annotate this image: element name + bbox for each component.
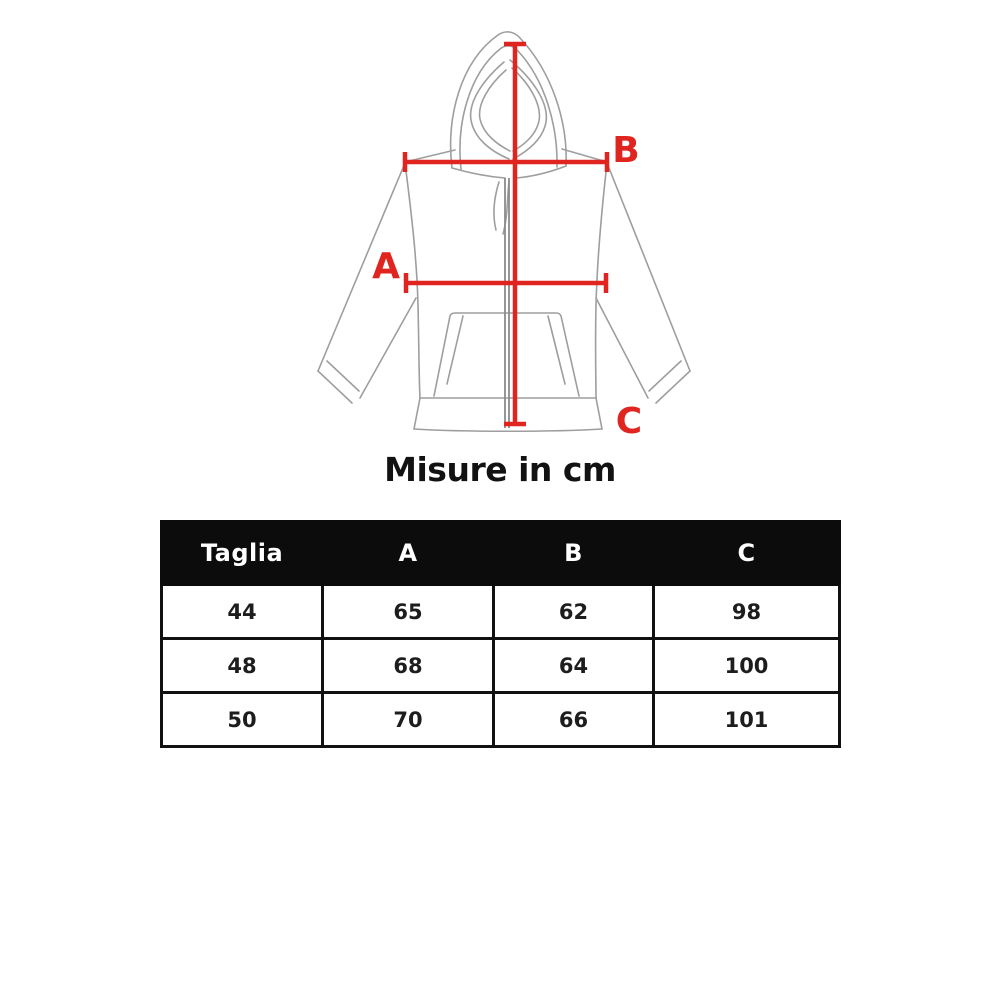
table-header-row xyxy=(162,522,840,585)
hem-side-left xyxy=(414,398,420,429)
table-row-size-48 xyxy=(162,639,840,693)
table-header-a: A xyxy=(323,522,494,585)
hoodie-measurement-diagram xyxy=(0,0,1000,450)
table-cell-size: 48 xyxy=(162,639,323,693)
hem-bottom-line xyxy=(414,429,602,431)
table-cell-c: 98 xyxy=(654,585,840,639)
drawstring-left xyxy=(494,182,499,230)
neckline-right xyxy=(516,166,566,178)
table-cell-b: 64 xyxy=(494,639,654,693)
hem-side-right xyxy=(596,398,602,429)
sleeve-right-end xyxy=(656,371,690,403)
measurement-lines xyxy=(405,44,607,424)
sleeve-right-outer xyxy=(607,163,690,371)
sleeve-left-cuff-line xyxy=(327,361,359,391)
hoodie-outline xyxy=(318,32,690,431)
table-cell-a: 65 xyxy=(323,585,494,639)
table-cell-a: 68 xyxy=(323,639,494,693)
pocket-opening-right xyxy=(548,316,565,384)
sleeve-right-cuff-line xyxy=(649,361,681,391)
table-header-c: C xyxy=(654,522,840,585)
measure-label-b: B xyxy=(612,130,640,171)
measure-label-c: C xyxy=(615,401,643,442)
measure-label-a: A xyxy=(372,246,400,287)
hood-opening-left xyxy=(471,62,509,159)
table-cell-size: 50 xyxy=(162,693,323,747)
table-row-size-44 xyxy=(162,585,840,639)
table-cell-b: 66 xyxy=(494,693,654,747)
table-cell-size: 44 xyxy=(162,585,323,639)
sleeve-left-inner xyxy=(360,298,416,398)
neckline-left xyxy=(452,168,505,178)
table-row-size-50 xyxy=(162,693,840,747)
table-cell-c: 101 xyxy=(654,693,840,747)
table-cell-a: 70 xyxy=(323,693,494,747)
measurement-labels xyxy=(372,130,642,442)
pocket-opening-left xyxy=(447,316,463,384)
table-cell-c: 100 xyxy=(654,639,840,693)
page-title: Misure in cm xyxy=(384,450,616,489)
table-cell-b: 62 xyxy=(494,585,654,639)
table-header-taglia: Taglia xyxy=(162,522,323,585)
sleeve-left-end xyxy=(318,371,352,403)
sleeve-right-inner xyxy=(596,298,648,398)
size-table xyxy=(160,520,841,748)
table-header-b: B xyxy=(494,522,654,585)
